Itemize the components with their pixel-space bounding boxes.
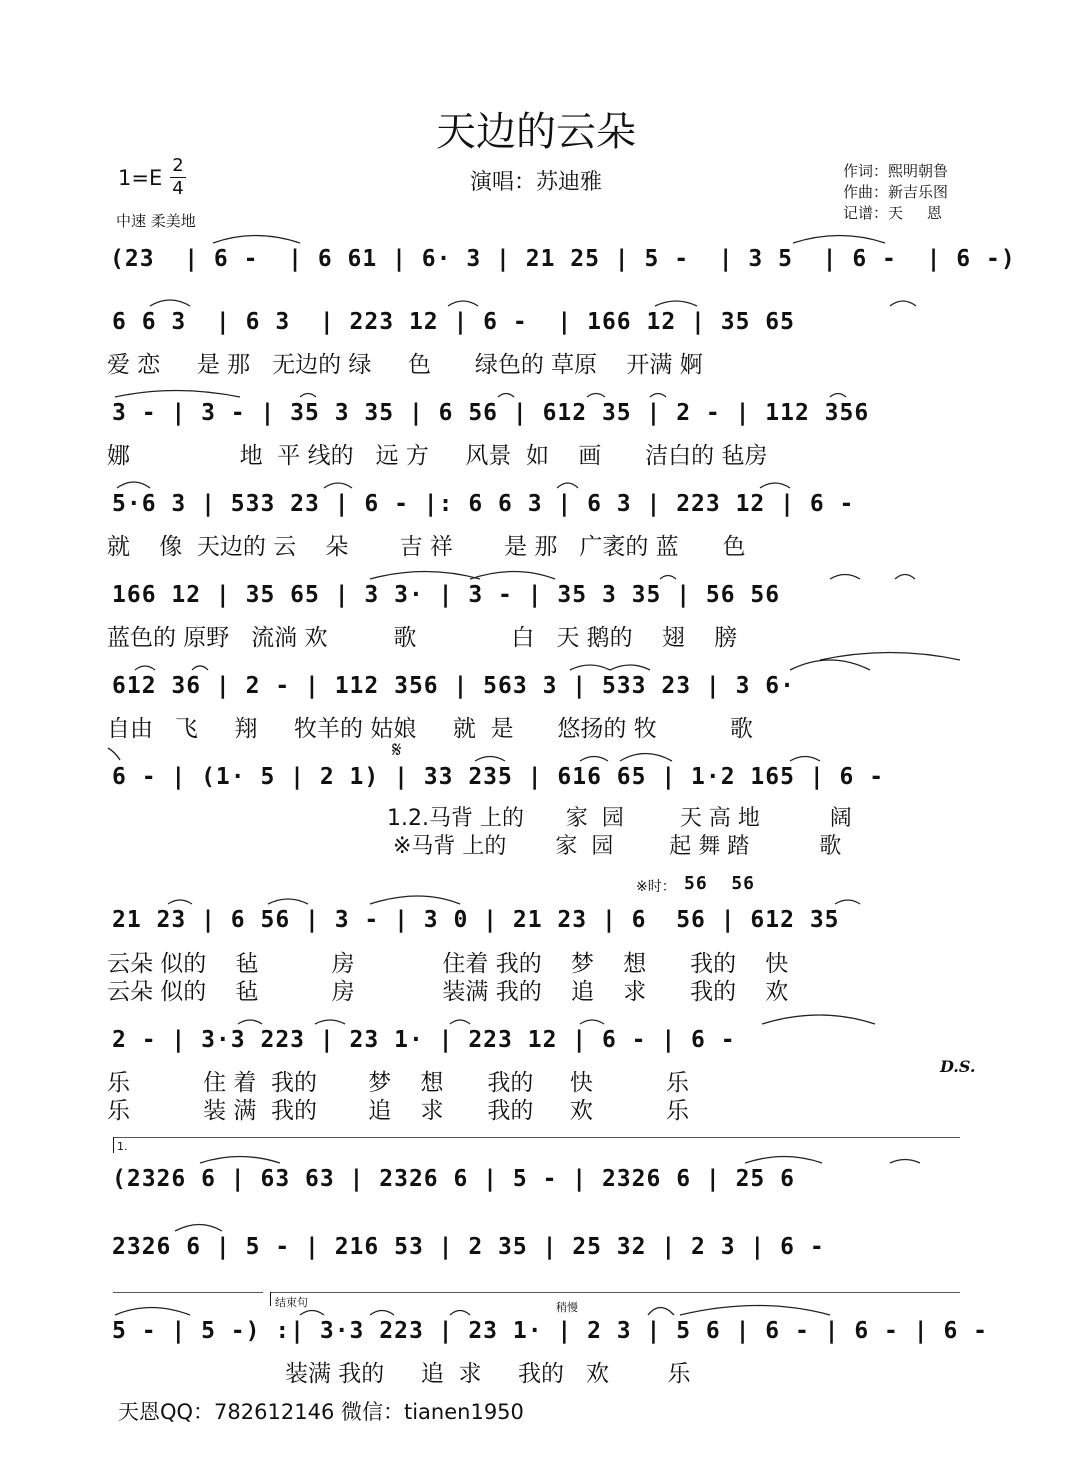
tempo-marking: 中速 柔美地 (116, 212, 196, 230)
segno-sign: 𝄋 (392, 738, 402, 763)
system-6-notes: 612 36 | 2 - | 112 356 | 563 3 | 533 23 | 3 6· (112, 673, 795, 699)
system-4-notes: 5·6 3 | 533 23 | 6 - |: 6 6 3 | 6 3 | 223 12 | 6 - (112, 491, 855, 517)
volta-1-label: 1. (117, 1140, 128, 1153)
system-2-notes: 6 6 3 | 6 3 | 223 12 | 6 - | 166 12 | 35 65 (112, 309, 795, 335)
system-8-lyrics-verse-2: 云朵 似的 毡 房 装满 我的 追 求 我的 欢 (107, 979, 789, 1005)
system-12-notes: 5 - | 5 -) :| 3·3 223 | 23 1· | 2 3 | 5 6 | 6 - | 6 - | 6 - (112, 1318, 988, 1344)
system-5-lyrics: 蓝色的 原野 流淌 欢 歌 白 天 鹅的 翅 膀 (107, 625, 738, 651)
system-7-notes: 6 - | (1· 5 | 2 1) | 33 235 | 616 65 | 1·2 165 | 6 - (112, 764, 885, 790)
system-8-lyrics-verse-1: 云朵 似的 毡 房 住着 我的 梦 想 我的 快 (107, 951, 789, 977)
system-9-notes: 2 - | 3·3 223 | 23 1· | 223 12 | 6 - | 6 - (112, 1027, 736, 1053)
system-6-lyrics: 自由 飞 翔 牧羊的 姑娘 就 是 悠扬的 牧 歌 (107, 716, 753, 742)
ending-phrase-label: 结束句 (275, 1296, 308, 1309)
system-2-lyrics: 爱 恋 是 那 无边的 绿 色 绿色的 草原 开满 婀 (107, 352, 703, 378)
slow-tempo-label: 稍慢 (556, 1301, 578, 1314)
system-7-lyrics-verse-2: ※马背 上的 家 园 起 舞 踏 歌 (393, 834, 842, 859)
time-top: 2 (172, 155, 184, 176)
system-12-lyrics: 装满 我的 追 求 我的 欢 乐 (285, 1361, 691, 1387)
system-10-notes: (2326 6 | 63 63 | 2326 6 | 5 - | 2326 6 | 25 6 (112, 1166, 795, 1192)
system-11-notes: 2326 6 | 5 - | 216 53 | 2 35 | 25 32 | 2 3 | 6 - (112, 1234, 825, 1260)
system-1-notes: (23 | 6 - | 6 61 | 6· 3 | 21 25 | 5 - | 3 5 | 6 - | 6 -) (110, 246, 1016, 272)
system-4-lyrics: 就 像 天边的 云 朵 吉 祥 是 那 广袤的 蓝 色 (107, 534, 746, 560)
system-9-lyrics-verse-2: 乐 装 满 我的 追 求 我的 欢 乐 (107, 1098, 689, 1124)
segno-alt-notes: 56 56 (684, 873, 756, 894)
contact-footer: 天恩QQ：782612146 微信：tianen1950 (118, 1400, 524, 1424)
composer-credits: 作词：熙明朝鲁 作曲：新吉乐图 记谱：天 恩 (843, 162, 949, 222)
system-5-notes: 166 12 | 35 65 | 3 3· | 3 - | 35 3 35 | 56 56 (112, 582, 781, 608)
singer-credit: 演唱：苏迪雅 (469, 170, 602, 195)
dal-segno-marking: D.S. (940, 1057, 976, 1076)
song-title: 天边的云朵 (436, 109, 636, 155)
segno-alt-label: ※时： (636, 879, 676, 895)
system-3-notes: 3 - | 3 - | 35 3 35 | 6 56 | 612 35 | 2 - | 112 356 (112, 400, 870, 426)
system-8-notes: 21 23 | 6 56 | 3 - | 3 0 | 21 23 | 6 56 | 612 35 (112, 907, 840, 933)
system-7-lyrics-verse-1: 1.2.马背 上的 家 园 天 高 地 阔 (387, 806, 852, 831)
key-signature: 1=E (118, 166, 163, 190)
system-3-lyrics: 娜 地 平 线的 远 方 风景 如 画 洁白的 毡房 (107, 443, 768, 469)
time-bottom: 4 (172, 178, 184, 199)
system-9-lyrics-verse-1: 乐 住 着 我的 梦 想 我的 快 乐 (107, 1070, 689, 1096)
